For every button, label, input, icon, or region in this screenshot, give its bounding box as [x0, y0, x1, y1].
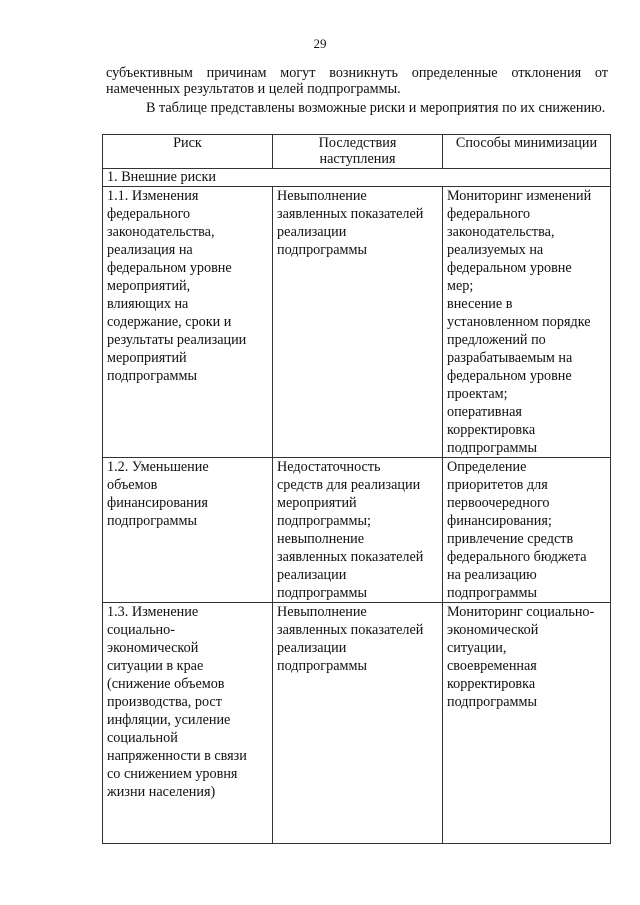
- table-header-row: [103, 135, 611, 169]
- intro-paragraph-2: [106, 100, 608, 116]
- table-row: [103, 603, 611, 844]
- header-consequences: Последствия наступления: [273, 135, 443, 169]
- intro-paragraph-1: [106, 65, 608, 97]
- section-row: [103, 169, 611, 187]
- consequences-cell: Недостаточность средств для реализации мероприятий подпрограммы; невыполнение заявленных показателей реализации подпрограммы: [273, 458, 443, 603]
- section-title: 1. Внешние риски: [103, 169, 611, 187]
- risk-cell: 1.1. Изменения федерального законодательства, реализация на федеральном уровне мероприятий, влияющих на содержание, сроки и результаты реализации мероприятий подпрограммы: [103, 187, 273, 458]
- table-row: [103, 458, 611, 603]
- header-mitigation: Способы минимизации: [443, 135, 611, 169]
- consequences-cell: Невыполнение заявленных показателей реализации подпрограммы: [273, 187, 443, 458]
- intro-paragraph-1-text: субъективным причинам могут возникнуть определенные отклонения от намеченных результатов и целей подпрограммы.: [106, 65, 608, 98]
- risk-table: [102, 134, 611, 844]
- consequences-cell: Невыполнение заявленных показателей реализации подпрограммы: [273, 603, 443, 844]
- mitigation-cell: Определение приоритетов для первоочередного финансирования; привлечение средств федерального бюджета на реализацию подпрограммы: [443, 458, 611, 603]
- mitigation-cell: Мониторинг социально- экономической ситуации, своевременная корректировка подпрограммы: [443, 603, 611, 844]
- mitigation-cell: Мониторинг изменений федерального законодательства, реализуемых на федеральном уровне мер; внесение в установленном порядке предложений по разрабатываемым на федеральном уровне проектам; оперативная корректировка подпрограммы: [443, 187, 611, 458]
- risk-cell: 1.2. Уменьшение объемов финансирования подпрограммы: [103, 458, 273, 603]
- risk-cell: 1.3. Изменение социально- экономической ситуации в крае (снижение объемов производства, рост инфляции, усиление социальной напряженности в связи со снижением уровня жизни населения): [103, 603, 273, 844]
- intro-paragraph-2-text: В таблице представлены возможные риски и мероприятия по их снижению.: [146, 100, 606, 116]
- page-number: 29: [313, 36, 327, 51]
- header-risk: Риск: [103, 135, 273, 169]
- table-row: [103, 187, 611, 458]
